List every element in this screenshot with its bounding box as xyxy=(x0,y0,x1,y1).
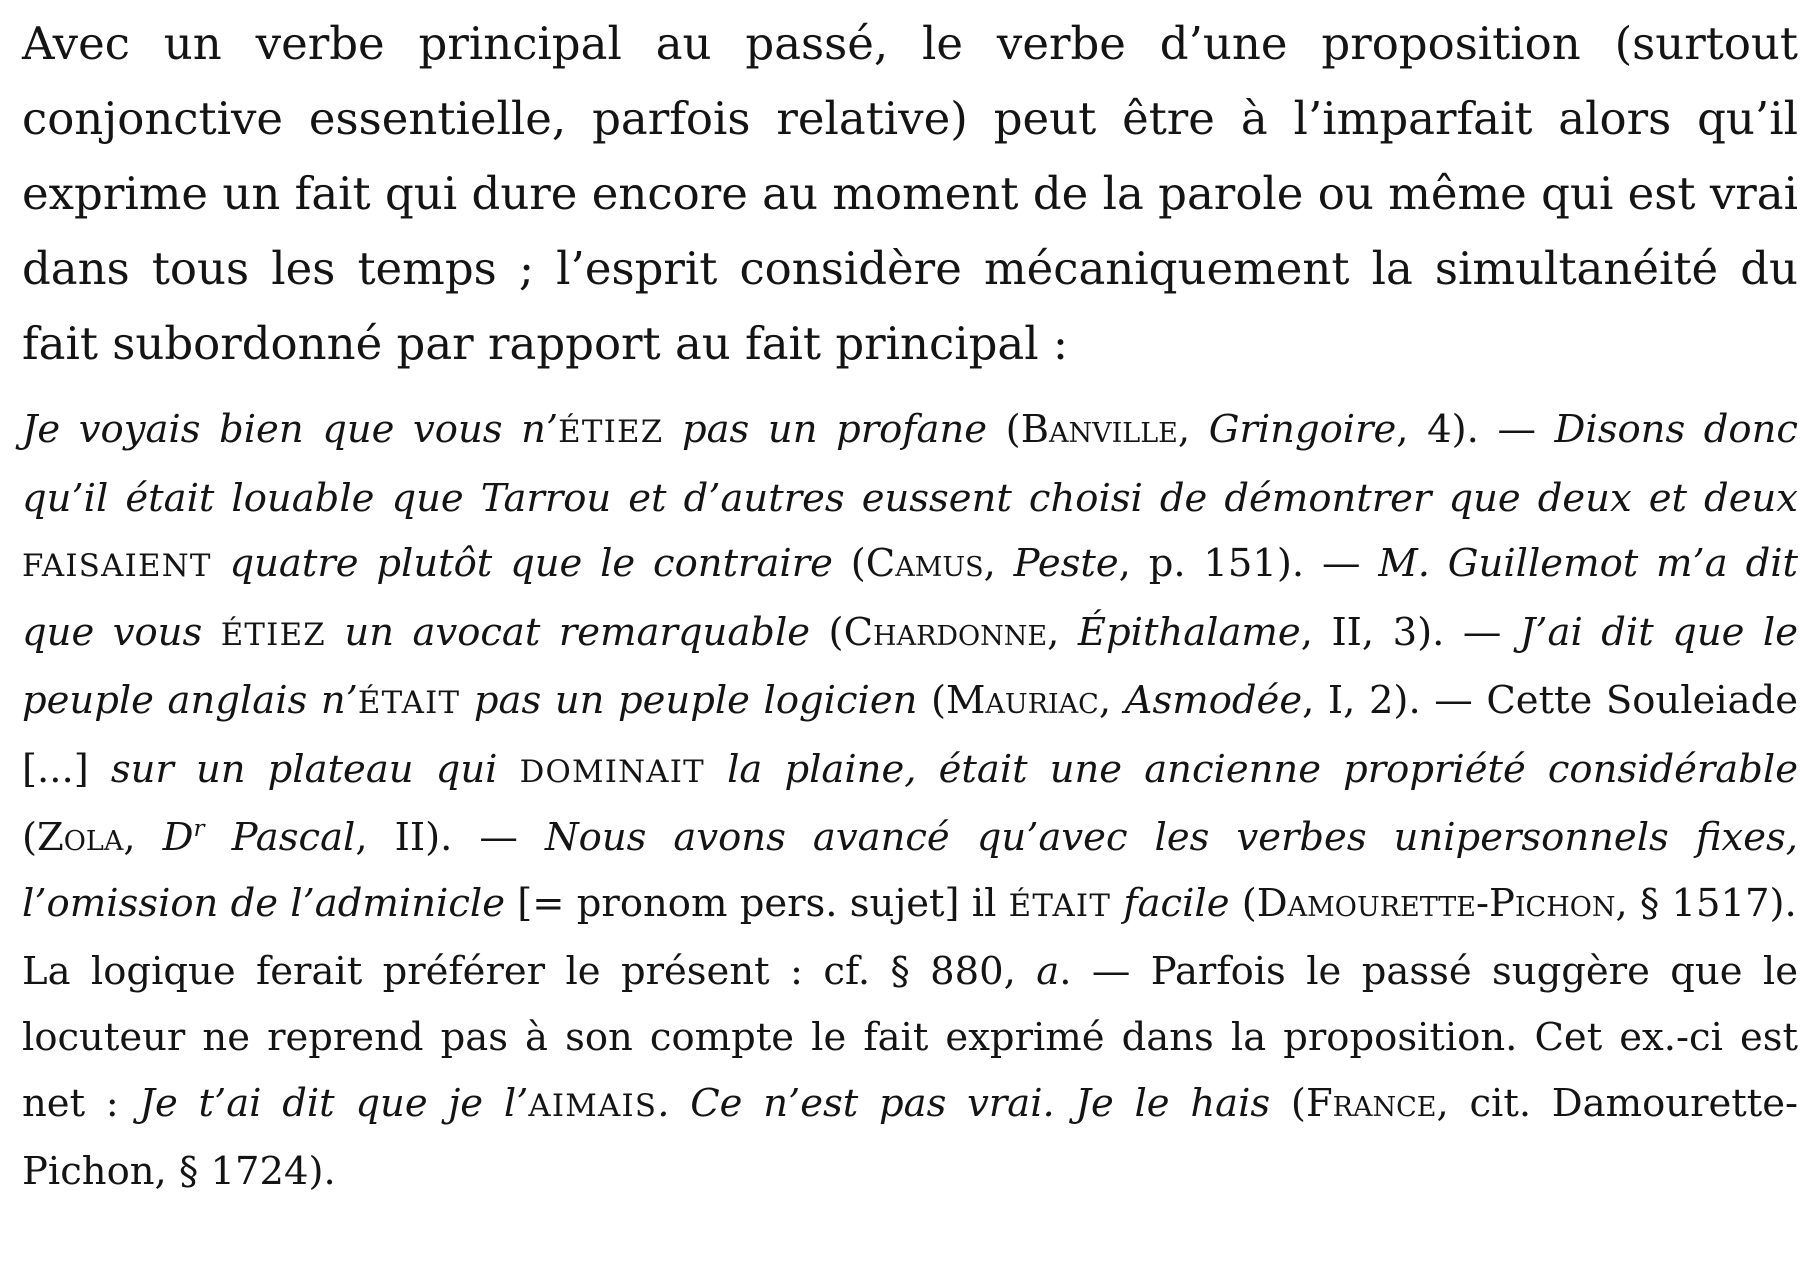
citation-punct: ( xyxy=(22,815,38,860)
citation-punct: , xyxy=(1047,609,1078,655)
example-text: la plaine, était une ancienne propriété considérable xyxy=(704,746,1798,792)
citation-author: Damourette-Pichon xyxy=(1256,880,1616,926)
citation-punct: ( xyxy=(832,541,866,586)
example-text: quatre plutôt que le contraire xyxy=(211,541,833,586)
example-text-roman: Cette Souleiade [...] xyxy=(22,678,1799,792)
example-text: pas un profane xyxy=(663,407,988,452)
highlighted-verb: FAISAIENT xyxy=(22,548,212,584)
examples-paragraph xyxy=(22,397,1798,939)
citation-work: Asmodée xyxy=(1124,678,1303,723)
example-text-roman: [= pronom pers. sujet] il xyxy=(517,880,1009,926)
citation-punct: , § 1517). xyxy=(1615,880,1797,926)
citation-author: Chardonne xyxy=(843,609,1048,655)
highlighted-verb: AIMAIS xyxy=(528,1088,658,1124)
highlighted-verb: ÉTAIT xyxy=(357,685,461,721)
citation-author: Banville xyxy=(1020,407,1178,452)
example-text: Nous avons avancé qu’avec les verbes unipersonnels fixes, l’omission de l’adminicle xyxy=(22,815,1798,926)
note-quote: Je t’ai dit que je l’ xyxy=(139,1081,529,1126)
example-text: M. Guillemot m’a dit que vous xyxy=(22,541,1798,655)
citation-punct: , 4). — xyxy=(1396,407,1555,452)
rule-paragraph: Avec un verbe principal au passé, le verbe d’une proposition (surtout conjonctive essentielle, parfois relative) peut être à l’imparfait alors qu’il exprime un fait qui dure encore au moment de la parole ou même qui est vrai dans tous les temps ; l’esprit considère mécaniquement la simultanéité du fait subordonné par rapport au fait principal : xyxy=(22,17,1798,370)
highlighted-verb: ÉTIEZ xyxy=(558,414,664,450)
citation-punct: ( xyxy=(987,407,1021,452)
note-text: . — Parfois le passé suggère que le locuteur ne reprend pas à son compte le fait exprimé dans la proposition. Cet ex.-ci est net : xyxy=(22,949,1798,1126)
highlighted-verb: ÉTIEZ xyxy=(220,616,326,653)
citation-punct: , xyxy=(123,815,163,860)
document-page xyxy=(22,0,1798,1205)
citation-punct: ( xyxy=(1270,1081,1306,1126)
example-text: J’ai dit que le peuple anglais n’ xyxy=(22,609,1798,723)
example-text: Disons donc qu’il était louable que Tarrou et d’autres eussent choisi de démontrer que deux et deux xyxy=(22,407,1798,521)
example-text: sur un plateau qui xyxy=(110,746,520,792)
citation-punct: , II). — xyxy=(355,815,545,860)
citation-work: D xyxy=(162,815,194,860)
example-text: pas un peuple logicien xyxy=(460,678,918,723)
citation-author: France xyxy=(1305,1081,1437,1126)
citation-author: Camus xyxy=(865,541,984,586)
example-text: facile xyxy=(1111,880,1230,926)
citation-punct: , II, 3). — xyxy=(1300,609,1520,655)
citation-author: Zola xyxy=(37,815,124,860)
citation-punct: , cit. Damourette-Pichon, § 1724). xyxy=(22,1081,1799,1194)
example-text: Je voyais bien que vous n’ xyxy=(22,407,559,452)
citation-work-superscript: r xyxy=(193,816,205,843)
highlighted-verb: DOMINAIT xyxy=(519,753,705,790)
note-text-italic: a xyxy=(1036,949,1060,994)
example-text: un avocat remarquable xyxy=(325,609,811,655)
citation-author: Mauriac xyxy=(946,678,1099,723)
citation-work: Gringoire xyxy=(1208,407,1397,452)
note-paragraph xyxy=(22,939,1798,1205)
citation-punct: ( xyxy=(810,609,844,655)
citation-punct: ( xyxy=(917,678,947,723)
highlighted-verb: ÉTAIT xyxy=(1008,887,1112,924)
citation-punct: , xyxy=(1177,407,1209,452)
citation-punct: ( xyxy=(1229,880,1257,926)
note-text: La logique ferait préférer le présent : cf. § 880, xyxy=(22,949,1037,994)
note-quote: . Ce n’est pas vrai. Je le hais xyxy=(657,1081,1271,1126)
citation-work: Épithalame xyxy=(1077,609,1301,655)
citation-punct: , I, 2). — xyxy=(1302,678,1487,723)
citation-work: Pascal xyxy=(204,815,356,860)
citation-punct: , xyxy=(983,541,1014,586)
citation-punct: , p. 151). — xyxy=(1118,541,1379,586)
citation-work: Peste xyxy=(1013,541,1119,586)
citation-punct: , xyxy=(1098,678,1125,723)
